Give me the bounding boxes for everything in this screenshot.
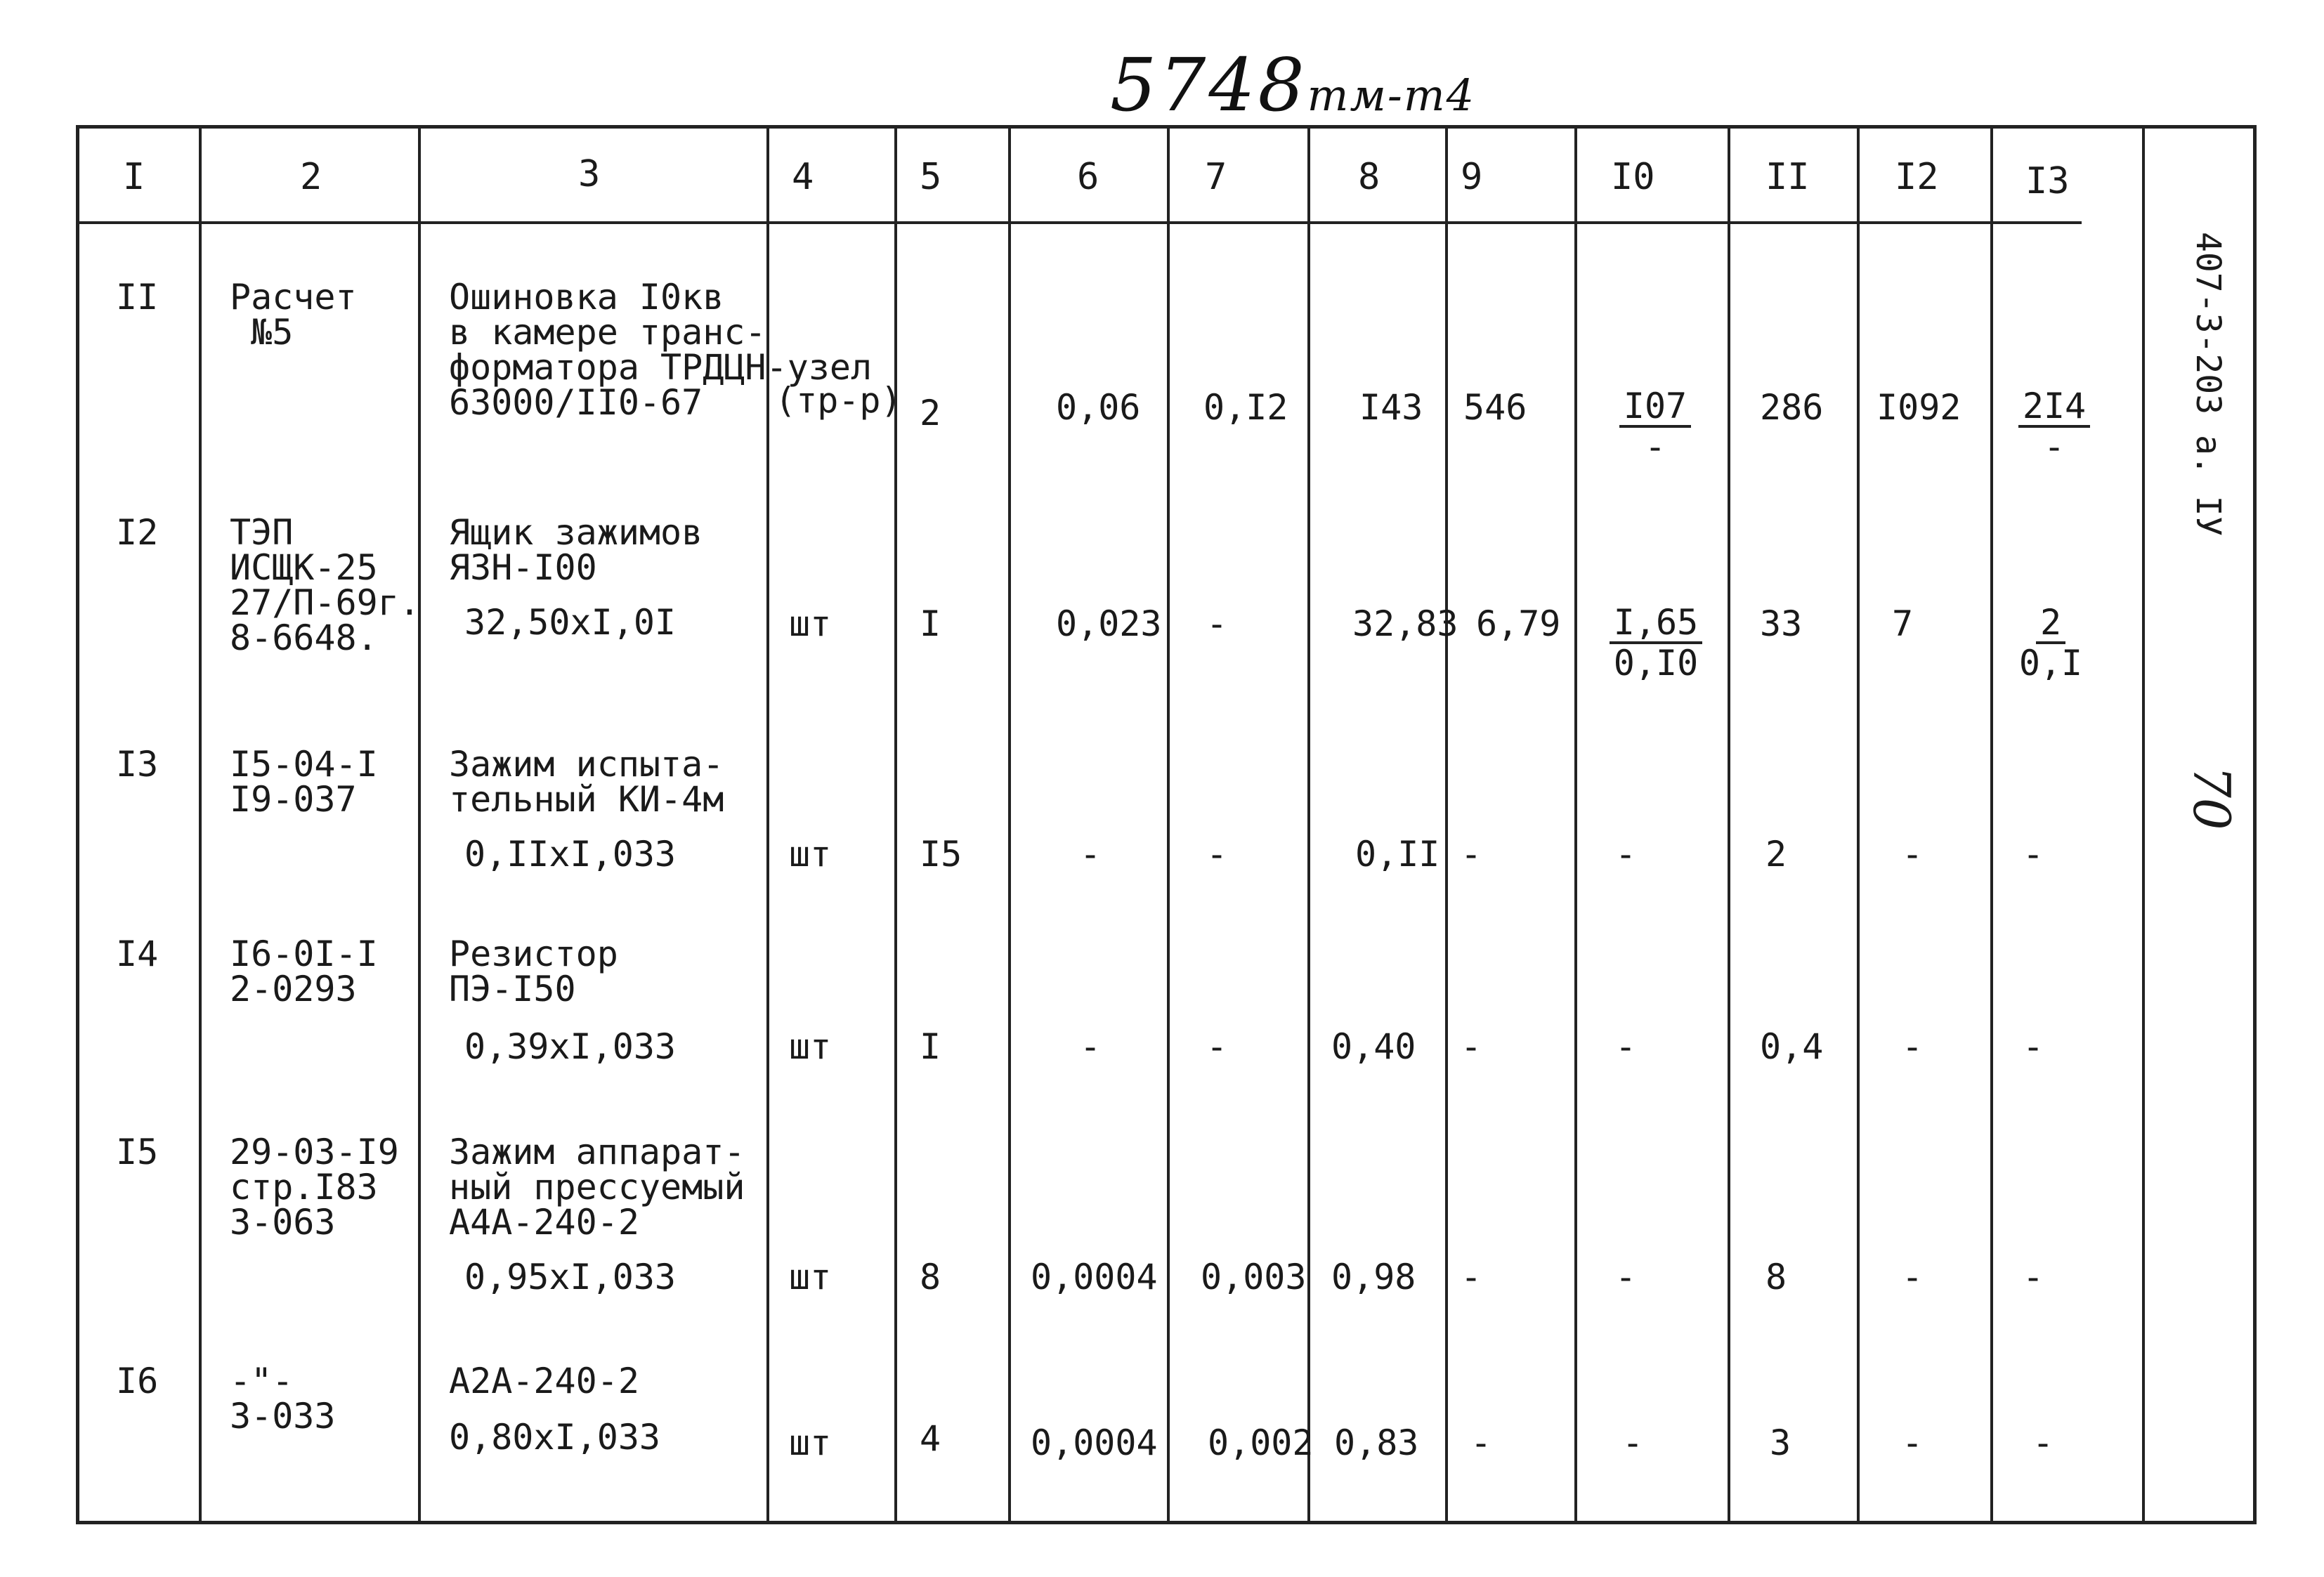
row-col12: I092 <box>1876 387 1961 428</box>
column-divider <box>1574 129 1577 1521</box>
row-col12: - <box>1902 1257 1924 1297</box>
row-unit: шт <box>789 834 832 875</box>
row-quantity: I <box>920 603 941 644</box>
row-description: А2А-240-2 <box>449 1361 639 1401</box>
header-col-4: 4 <box>792 156 814 198</box>
column-divider <box>1167 129 1170 1521</box>
row-justification: I5-04-I I9-037 <box>230 744 378 820</box>
header-col-10: I0 <box>1611 156 1655 198</box>
row-col6: 0,0004 <box>1031 1257 1158 1297</box>
row-col9: - <box>1470 1422 1492 1463</box>
header-col-1: I <box>123 156 145 198</box>
row-description: Зажим аппарат- ный прессуемый А4А-240-2 <box>449 1132 745 1243</box>
header-col-2: 2 <box>300 156 322 198</box>
row-number: I2 <box>116 512 159 553</box>
row-col8: 0,II <box>1355 834 1440 875</box>
header-col-6: 6 <box>1077 156 1099 198</box>
row-col12: - <box>1902 834 1924 875</box>
row-calculation: 32,50хI,0I <box>464 602 677 643</box>
column-divider <box>894 129 897 1521</box>
row-quantity: I5 <box>920 834 962 875</box>
row-description: Ошиновка I0кв в камере транс- форматора ТРДЦН-узел 63000/II0-67 <box>449 277 873 423</box>
row-col13: - <box>2023 1026 2044 1067</box>
document-code: 5748тм-т4 <box>1110 42 1476 128</box>
row-col10-fraction: I07 - <box>1602 387 1708 466</box>
column-divider <box>1857 129 1860 1521</box>
row-number: I6 <box>116 1361 159 1401</box>
row-calculation: 0,95хI,033 <box>464 1257 677 1297</box>
row-col8: 0,40 <box>1331 1026 1416 1067</box>
row-justification: I6-0I-I 2-0293 <box>230 934 378 1009</box>
row-justification: ТЭП ИСЩК-25 27/П-69г. 8-6648. <box>230 512 420 658</box>
row-col9: - <box>1461 834 1482 875</box>
row-col12: - <box>1902 1026 1924 1067</box>
side-document-code: 407-3-203 а. IУ <box>2188 232 2228 537</box>
row-col6: - <box>1080 834 1102 875</box>
column-divider <box>1008 129 1011 1521</box>
row-quantity: I <box>920 1026 941 1067</box>
row-col11: 33 <box>1760 603 1803 644</box>
row-col7: - <box>1206 834 1228 875</box>
row-col12: - <box>1902 1422 1924 1463</box>
header-col-13: I3 <box>2025 160 2070 202</box>
header-col-8: 8 <box>1358 156 1380 198</box>
column-divider <box>1728 129 1730 1521</box>
row-col7: - <box>1206 603 1228 644</box>
row-col10: - <box>1615 1257 1637 1297</box>
row-quantity: 8 <box>920 1257 941 1297</box>
row-description: Ящик зажимов ЯЗН-I00 <box>449 512 703 588</box>
header-col-12: I2 <box>1895 156 1939 198</box>
row-col13: - <box>2023 1257 2044 1297</box>
column-divider <box>1990 129 1993 1521</box>
row-calculation: 0,IIхI,033 <box>464 834 677 875</box>
row-col11: 2 <box>1765 834 1787 875</box>
row-col9: 546 <box>1463 387 1527 428</box>
row-col7: 0,002 <box>1208 1422 1314 1463</box>
row-calculation: 0,80хI,033 <box>449 1417 661 1458</box>
row-unit: (тр-р) <box>775 380 902 421</box>
estimate-table <box>76 125 2257 1524</box>
column-divider <box>199 129 202 1521</box>
row-col9: - <box>1461 1026 1482 1067</box>
row-col7: - <box>1206 1026 1228 1067</box>
row-col11: 8 <box>1765 1257 1787 1297</box>
column-divider <box>418 129 421 1521</box>
row-quantity: 2 <box>920 393 941 433</box>
row-col9: - <box>1461 1257 1482 1297</box>
row-col6: 0,06 <box>1056 387 1141 428</box>
row-col10: - <box>1615 1026 1637 1067</box>
row-col6: 0,0004 <box>1031 1422 1158 1463</box>
row-col11: 0,4 <box>1760 1026 1824 1067</box>
row-col13-fraction: 2I4 - <box>2002 387 2107 466</box>
row-col7: 0,I2 <box>1203 387 1288 428</box>
row-description: Резистор ПЭ-I50 <box>449 934 618 1009</box>
row-calculation: 0,39хI,033 <box>464 1026 677 1067</box>
row-col8: I43 <box>1359 387 1423 428</box>
header-col-5: 5 <box>920 156 942 198</box>
header-col-3: 3 <box>578 153 601 195</box>
row-number: II <box>116 277 159 318</box>
row-col7: 0,003 <box>1201 1257 1307 1297</box>
row-unit: шт <box>789 603 832 644</box>
column-divider <box>1445 129 1448 1521</box>
row-col6: 0,023 <box>1056 603 1162 644</box>
row-col9: 6,79 <box>1476 603 1561 644</box>
row-number: I3 <box>116 744 159 785</box>
column-divider <box>1307 129 1310 1521</box>
row-justification: -"- 3-033 <box>230 1361 336 1437</box>
header-divider <box>79 221 2082 224</box>
document-code-suffix: тм-т4 <box>1307 70 1476 121</box>
row-justification: 29-03-I9 стр.I83 3-063 <box>230 1132 399 1243</box>
row-col11: 3 <box>1770 1422 1791 1463</box>
header-col-9: 9 <box>1461 156 1483 198</box>
row-number: I4 <box>116 934 159 974</box>
row-col8: 32,83 <box>1352 603 1458 644</box>
row-col10-fraction: $\frac{I,65}{0,I0}$ <box>1600 603 1712 682</box>
row-col13: - <box>2023 834 2044 875</box>
row-number: I5 <box>116 1132 159 1172</box>
row-unit: шт <box>789 1257 832 1297</box>
column-divider <box>2142 129 2145 1521</box>
row-col10: - <box>1615 834 1637 875</box>
row-col13: - <box>2032 1422 2054 1463</box>
row-col10: - <box>1622 1422 1644 1463</box>
row-col8: 0,98 <box>1331 1257 1416 1297</box>
row-col8: 0,83 <box>1334 1422 1419 1463</box>
row-col6: - <box>1080 1026 1102 1067</box>
row-unit: шт <box>789 1026 832 1067</box>
row-col11: 286 <box>1760 387 1824 428</box>
row-justification: Расчет №5 <box>230 277 357 353</box>
row-col13-fraction: $\frac{2}{0,I}$ <box>2018 602 2083 683</box>
page-number: 70 <box>2182 766 2241 830</box>
row-quantity: 4 <box>920 1418 941 1459</box>
row-col12: 7 <box>1892 603 1914 644</box>
row-unit: шт <box>789 1422 832 1463</box>
header-col-11: II <box>1765 156 1810 198</box>
row-description: Зажим испыта- тельный КИ-4м <box>449 744 724 820</box>
header-col-7: 7 <box>1205 156 1227 198</box>
